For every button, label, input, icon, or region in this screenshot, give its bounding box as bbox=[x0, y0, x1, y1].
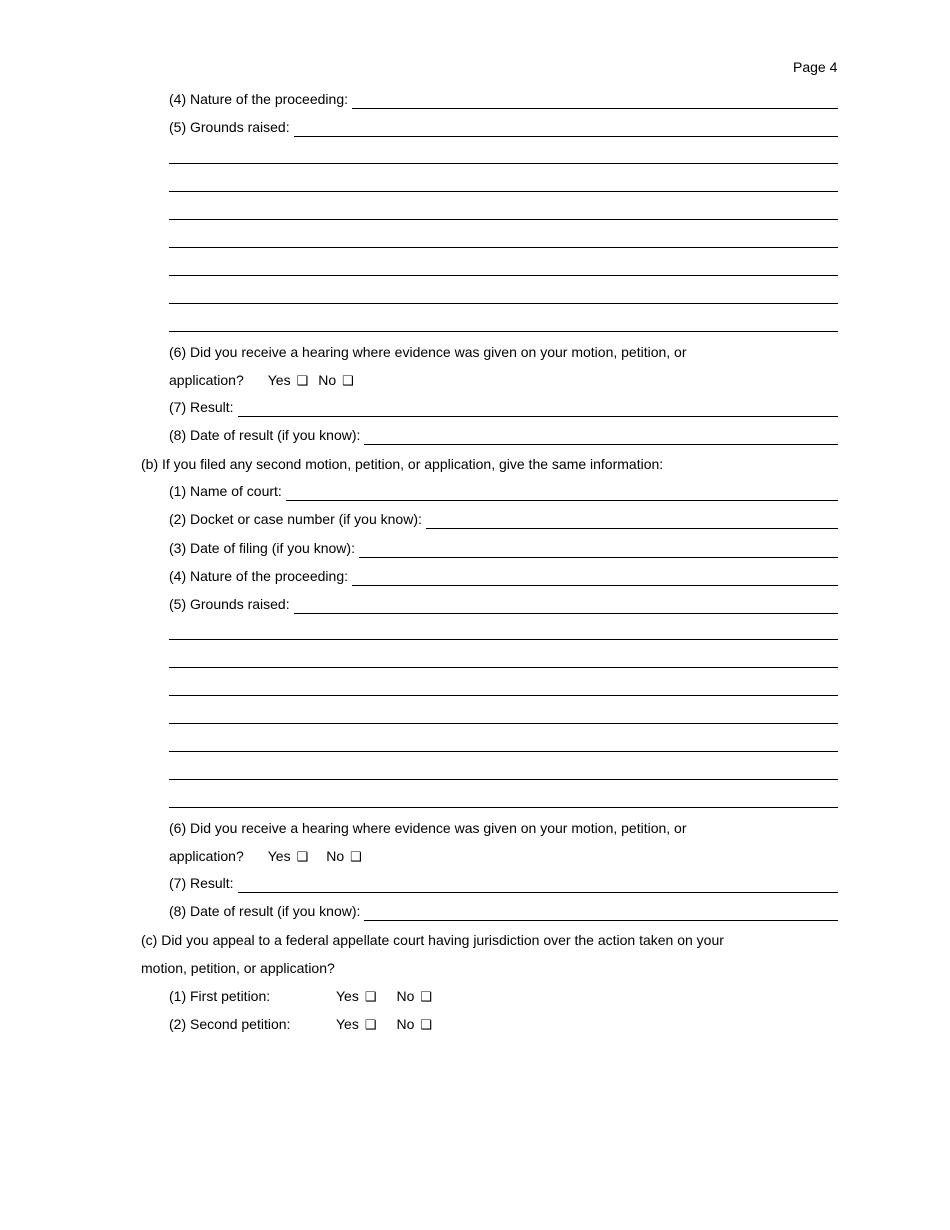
yes-checkbox[interactable]: ❑ bbox=[364, 1017, 377, 1032]
grounds-rule[interactable] bbox=[169, 639, 838, 640]
first-petition-label: (1) First petition: bbox=[169, 988, 271, 1004]
date-result-label: (8) Date of result (if you know): bbox=[169, 903, 361, 919]
court-field-b[interactable] bbox=[169, 481, 838, 501]
no-checkbox[interactable]: ❑ bbox=[420, 989, 433, 1004]
date-result-line[interactable] bbox=[364, 444, 838, 445]
grounds-rule[interactable] bbox=[169, 723, 838, 724]
second-petition-row bbox=[169, 1014, 432, 1034]
nature-label: (4) Nature of the proceeding: bbox=[169, 91, 348, 107]
grounds-rule[interactable] bbox=[169, 751, 838, 752]
grounds-rule[interactable] bbox=[169, 303, 838, 304]
no-label: No bbox=[396, 1016, 415, 1032]
hearing-question-cont: application? bbox=[169, 848, 244, 864]
grounds-rule[interactable] bbox=[169, 695, 838, 696]
grounds-rule[interactable] bbox=[169, 219, 838, 220]
date-filing-label: (3) Date of filing (if you know): bbox=[169, 540, 355, 556]
grounds-line[interactable] bbox=[294, 613, 838, 614]
date-result-field-b[interactable] bbox=[169, 901, 838, 921]
date-result-field-a[interactable] bbox=[169, 425, 838, 445]
page-number: Page 4 bbox=[793, 59, 838, 75]
yes-label: Yes bbox=[267, 372, 291, 388]
no-label: No bbox=[396, 988, 415, 1004]
court-line[interactable] bbox=[286, 500, 838, 501]
date-filing-field-b[interactable] bbox=[169, 538, 838, 558]
hearing-answer-row-a bbox=[169, 370, 354, 390]
yes-label: Yes bbox=[267, 848, 291, 864]
no-label: No bbox=[318, 372, 337, 388]
date-filing-line[interactable] bbox=[359, 557, 838, 558]
date-result-line[interactable] bbox=[364, 920, 838, 921]
section-c-question: (c) Did you appeal to a federal appellate court having jurisdiction over the action taken on your bbox=[141, 932, 724, 948]
docket-field-b[interactable] bbox=[169, 509, 838, 529]
grounds-field-b[interactable] bbox=[169, 594, 838, 614]
result-line[interactable] bbox=[238, 416, 838, 417]
result-field-b[interactable] bbox=[169, 873, 838, 893]
yes-checkbox[interactable]: ❑ bbox=[364, 989, 377, 1004]
nature-label: (4) Nature of the proceeding: bbox=[169, 568, 348, 584]
result-line[interactable] bbox=[238, 892, 838, 893]
no-checkbox[interactable]: ❑ bbox=[420, 1017, 433, 1032]
section-b-heading: (b) If you filed any second motion, petition, or application, give the same information: bbox=[141, 456, 664, 472]
result-label: (7) Result: bbox=[169, 399, 234, 415]
grounds-rule[interactable] bbox=[169, 247, 838, 248]
grounds-line[interactable] bbox=[294, 136, 838, 137]
docket-label: (2) Docket or case number (if you know): bbox=[169, 511, 422, 527]
nature-line[interactable] bbox=[352, 108, 838, 109]
result-field-a[interactable] bbox=[169, 397, 838, 417]
section-c-question-cont: motion, petition, or application? bbox=[141, 960, 335, 976]
grounds-rule[interactable] bbox=[169, 191, 838, 192]
nature-line[interactable] bbox=[352, 585, 838, 586]
no-checkbox[interactable]: ❑ bbox=[342, 373, 354, 388]
grounds-rule[interactable] bbox=[169, 667, 838, 668]
second-petition-label: (2) Second petition: bbox=[169, 1016, 291, 1032]
grounds-label: (5) Grounds raised: bbox=[169, 596, 290, 612]
first-petition-row bbox=[169, 986, 432, 1006]
grounds-label: (5) Grounds raised: bbox=[169, 119, 290, 135]
hearing-answer-row-b bbox=[169, 846, 362, 866]
grounds-rule[interactable] bbox=[169, 163, 838, 164]
grounds-rule[interactable] bbox=[169, 275, 838, 276]
date-result-label: (8) Date of result (if you know): bbox=[169, 427, 361, 443]
docket-line[interactable] bbox=[426, 528, 838, 529]
grounds-field-a[interactable] bbox=[169, 117, 838, 137]
grounds-rule[interactable] bbox=[169, 779, 838, 780]
hearing-question-cont: application? bbox=[169, 372, 244, 388]
result-label: (7) Result: bbox=[169, 875, 234, 891]
yes-checkbox[interactable]: ❑ bbox=[296, 849, 309, 864]
yes-label: Yes bbox=[336, 1016, 359, 1032]
nature-of-proceeding-field-b[interactable] bbox=[169, 566, 838, 586]
yes-checkbox[interactable]: ❑ bbox=[296, 373, 309, 388]
yes-label: Yes bbox=[336, 988, 359, 1004]
nature-of-proceeding-field-a[interactable] bbox=[169, 89, 838, 109]
no-label: No bbox=[326, 848, 345, 864]
no-checkbox[interactable]: ❑ bbox=[350, 849, 362, 864]
hearing-question-b: (6) Did you receive a hearing where evidence was given on your motion, petition, or bbox=[169, 820, 687, 836]
hearing-question-a: (6) Did you receive a hearing where evidence was given on your motion, petition, or bbox=[169, 344, 687, 360]
grounds-rule[interactable] bbox=[169, 331, 838, 332]
court-label: (1) Name of court: bbox=[169, 483, 282, 499]
grounds-rule[interactable] bbox=[169, 807, 838, 808]
